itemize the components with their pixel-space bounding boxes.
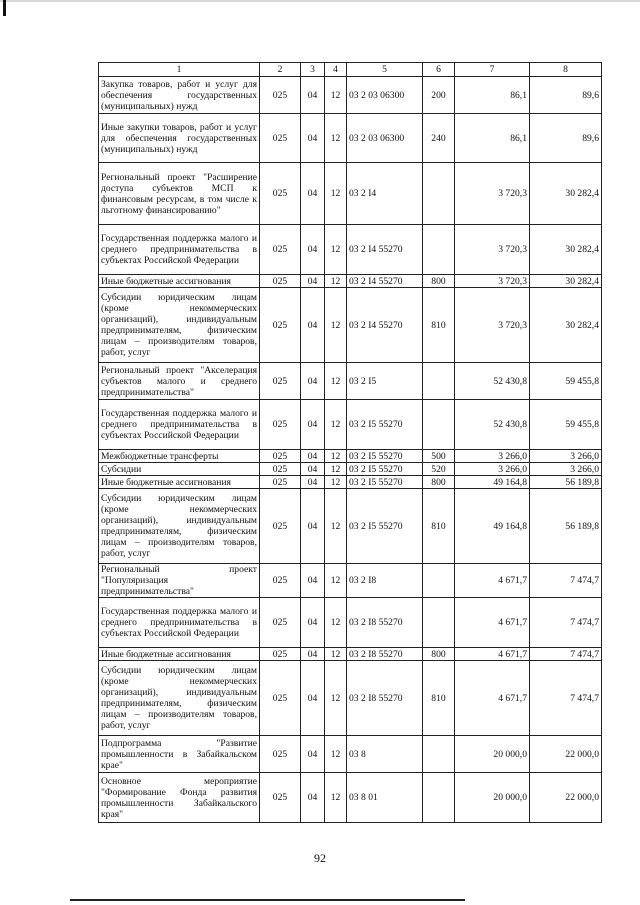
- row-value-8-cell: 7 474,7: [530, 648, 602, 661]
- row-csr-cell: 03 2 I8 55270: [347, 598, 423, 648]
- row-rz-cell: 04: [301, 476, 325, 489]
- table-row: [99, 275, 602, 288]
- row-rz-cell: 04: [301, 363, 325, 400]
- row-grbs-cell: 025: [260, 736, 301, 773]
- row-value-7-cell: 20 000,0: [455, 736, 530, 773]
- row-csr-cell: 03 2 I5 55270: [347, 400, 423, 450]
- row-rz-cell: 04: [301, 163, 325, 225]
- table-body: [99, 77, 602, 823]
- row-name-cell: Подпрограмма "Развитие промышленности в Забайкальском крае": [99, 736, 260, 773]
- row-name-cell: Иные бюджетные ассигнования: [99, 648, 260, 661]
- row-vr-cell: [423, 163, 455, 225]
- row-vr-cell: 800: [423, 275, 455, 288]
- col-header-4: 4: [325, 63, 347, 77]
- row-name-cell: Государственная поддержка малого и среднего предпринимательства в субъектах Российской Федерации: [99, 225, 260, 275]
- row-value-8-cell: 3 266,0: [530, 450, 602, 463]
- row-value-8-cell: 22 000,0: [530, 736, 602, 773]
- row-pr-cell: 12: [325, 564, 347, 598]
- row-rz-cell: 04: [301, 564, 325, 598]
- row-name-cell: Иные бюджетные ассигнования: [99, 476, 260, 489]
- row-pr-cell: 12: [325, 661, 347, 736]
- row-name-cell: Региональный проект "Расширение доступа субъектов МСП к финансовым ресурсам, в том числе к льготному финансированию": [99, 163, 260, 225]
- row-grbs-cell: 025: [260, 363, 301, 400]
- row-pr-cell: 12: [325, 463, 347, 476]
- row-name-cell: Государственная поддержка малого и среднего предпринимательства в субъектах Российской Федерации: [99, 400, 260, 450]
- row-vr-cell: [423, 736, 455, 773]
- row-name-cell: Субсидии юридическим лицам (кроме некоммерческих организаций), индивидуальным предпринимателям, физическим лицам – производителям товаров, работ, услуг: [99, 489, 260, 564]
- row-name-cell: Основное мероприятие "Формирование Фонда развития промышленности Забайкальского края": [99, 773, 260, 823]
- row-csr-cell: 03 2 I4: [347, 163, 423, 225]
- row-value-8-cell: 56 189,8: [530, 489, 602, 564]
- scan-edge-line: [0, 0, 640, 2]
- row-csr-cell: 03 2 03 06300: [347, 77, 423, 114]
- row-grbs-cell: 025: [260, 114, 301, 163]
- row-rz-cell: 04: [301, 773, 325, 823]
- row-value-8-cell: 7 474,7: [530, 661, 602, 736]
- row-grbs-cell: 025: [260, 225, 301, 275]
- row-rz-cell: 04: [301, 598, 325, 648]
- margin-mark: [3, 0, 6, 16]
- row-grbs-cell: 025: [260, 400, 301, 450]
- row-pr-cell: 12: [325, 450, 347, 463]
- row-pr-cell: 12: [325, 476, 347, 489]
- row-vr-cell: [423, 225, 455, 275]
- row-pr-cell: 12: [325, 225, 347, 275]
- row-grbs-cell: 025: [260, 288, 301, 363]
- row-value-8-cell: 56 189,8: [530, 476, 602, 489]
- row-vr-cell: 810: [423, 489, 455, 564]
- row-rz-cell: 04: [301, 225, 325, 275]
- table-row: [99, 288, 602, 363]
- row-pr-cell: 12: [325, 648, 347, 661]
- row-value-7-cell: 3 266,0: [455, 463, 530, 476]
- row-vr-cell: 200: [423, 77, 455, 114]
- table-row: [99, 463, 602, 476]
- col-header-8: 8: [530, 63, 602, 77]
- row-csr-cell: 03 2 03 06300: [347, 114, 423, 163]
- row-name-cell: Иные закупки товаров, работ и услуг для обеспечения государственных (муниципальных) нужд: [99, 114, 260, 163]
- row-pr-cell: 12: [325, 363, 347, 400]
- col-header-1: 1: [99, 63, 260, 77]
- row-name-cell: Государственная поддержка малого и среднего предпринимательства в субъектах Российской Федерации: [99, 598, 260, 648]
- row-value-7-cell: 4 671,7: [455, 564, 530, 598]
- row-rz-cell: 04: [301, 463, 325, 476]
- row-value-7-cell: 86,1: [455, 114, 530, 163]
- table-row: [99, 736, 602, 773]
- row-value-8-cell: 22 000,0: [530, 773, 602, 823]
- row-vr-cell: 520: [423, 463, 455, 476]
- table-row: [99, 114, 602, 163]
- row-pr-cell: 12: [325, 489, 347, 564]
- row-pr-cell: 12: [325, 163, 347, 225]
- row-pr-cell: 12: [325, 288, 347, 363]
- row-value-8-cell: 59 455,8: [530, 363, 602, 400]
- row-csr-cell: 03 2 I8 55270: [347, 648, 423, 661]
- row-rz-cell: 04: [301, 288, 325, 363]
- row-rz-cell: 04: [301, 400, 325, 450]
- row-pr-cell: 12: [325, 773, 347, 823]
- row-name-cell: Субсидии юридическим лицам (кроме некоммерческих организаций), индивидуальным предпринимателям, физическим лицам – производителям товаров, работ, услуг: [99, 288, 260, 363]
- row-name-cell: Закупка товаров, работ и услуг для обеспечения государственных (муниципальных) нужд: [99, 77, 260, 114]
- row-pr-cell: 12: [325, 275, 347, 288]
- row-value-8-cell: 59 455,8: [530, 400, 602, 450]
- row-value-7-cell: 3 720,3: [455, 288, 530, 363]
- row-value-8-cell: 3 266,0: [530, 463, 602, 476]
- row-value-7-cell: 86,1: [455, 77, 530, 114]
- row-csr-cell: 03 2 I5 55270: [347, 476, 423, 489]
- row-value-7-cell: 4 671,7: [455, 598, 530, 648]
- row-vr-cell: [423, 363, 455, 400]
- table-row: [99, 648, 602, 661]
- row-grbs-cell: 025: [260, 463, 301, 476]
- table-row: [99, 77, 602, 114]
- row-value-7-cell: 4 671,7: [455, 661, 530, 736]
- row-pr-cell: 12: [325, 736, 347, 773]
- row-csr-cell: 03 2 I4 55270: [347, 225, 423, 275]
- row-grbs-cell: 025: [260, 77, 301, 114]
- row-grbs-cell: 025: [260, 163, 301, 225]
- table-row: [99, 163, 602, 225]
- table-row: [99, 661, 602, 736]
- table-row: [99, 564, 602, 598]
- row-csr-cell: 03 2 I5 55270: [347, 450, 423, 463]
- table-row: [99, 489, 602, 564]
- row-rz-cell: 04: [301, 736, 325, 773]
- row-value-7-cell: 49 164,8: [455, 476, 530, 489]
- row-value-7-cell: 49 164,8: [455, 489, 530, 564]
- row-pr-cell: 12: [325, 598, 347, 648]
- row-grbs-cell: 025: [260, 648, 301, 661]
- row-vr-cell: 800: [423, 476, 455, 489]
- row-value-8-cell: 89,6: [530, 114, 602, 163]
- row-rz-cell: 04: [301, 450, 325, 463]
- row-csr-cell: 03 8 01: [347, 773, 423, 823]
- row-value-8-cell: 89,6: [530, 77, 602, 114]
- row-rz-cell: 04: [301, 661, 325, 736]
- row-name-cell: Субсидии юридическим лицам (кроме некоммерческих организаций), индивидуальным предпринимателям, физическим лицам – производителям товаров, работ, услуг: [99, 661, 260, 736]
- row-value-8-cell: 30 282,4: [530, 225, 602, 275]
- row-vr-cell: 800: [423, 648, 455, 661]
- row-grbs-cell: 025: [260, 275, 301, 288]
- table-row: [99, 363, 602, 400]
- row-vr-cell: [423, 400, 455, 450]
- row-value-7-cell: 3 720,3: [455, 163, 530, 225]
- row-vr-cell: 240: [423, 114, 455, 163]
- row-rz-cell: 04: [301, 77, 325, 114]
- row-rz-cell: 04: [301, 489, 325, 564]
- col-header-3: 3: [301, 63, 325, 77]
- row-grbs-cell: 025: [260, 564, 301, 598]
- page-number: 92: [314, 851, 326, 865]
- table-row: [99, 400, 602, 450]
- row-value-7-cell: 3 266,0: [455, 450, 530, 463]
- table-row: [99, 225, 602, 275]
- row-value-7-cell: 52 430,8: [455, 363, 530, 400]
- row-vr-cell: 810: [423, 288, 455, 363]
- row-name-cell: Региональный проект "Акселерация субъектов малого и среднего предпринимательства": [99, 363, 260, 400]
- row-vr-cell: [423, 773, 455, 823]
- row-csr-cell: 03 8: [347, 736, 423, 773]
- row-value-7-cell: 4 671,7: [455, 648, 530, 661]
- row-value-8-cell: 7 474,7: [530, 564, 602, 598]
- row-pr-cell: 12: [325, 77, 347, 114]
- bottom-rule: [70, 899, 465, 901]
- row-value-7-cell: 20 000,0: [455, 773, 530, 823]
- table-header-row: [99, 63, 602, 77]
- row-vr-cell: [423, 598, 455, 648]
- row-name-cell: Иные бюджетные ассигнования: [99, 275, 260, 288]
- row-grbs-cell: 025: [260, 450, 301, 463]
- table-row: [99, 773, 602, 823]
- row-value-8-cell: 7 474,7: [530, 598, 602, 648]
- budget-table: [98, 62, 602, 823]
- row-vr-cell: 500: [423, 450, 455, 463]
- row-value-8-cell: 30 282,4: [530, 275, 602, 288]
- row-value-8-cell: 30 282,4: [530, 288, 602, 363]
- table-row: [99, 598, 602, 648]
- row-grbs-cell: 025: [260, 773, 301, 823]
- row-csr-cell: 03 2 I8 55270: [347, 661, 423, 736]
- row-vr-cell: 810: [423, 661, 455, 736]
- row-csr-cell: 03 2 I4 55270: [347, 288, 423, 363]
- row-name-cell: Межбюджетные трансферты: [99, 450, 260, 463]
- row-grbs-cell: 025: [260, 489, 301, 564]
- col-header-6: 6: [423, 63, 455, 77]
- row-value-7-cell: 3 720,3: [455, 225, 530, 275]
- table-row: [99, 450, 602, 463]
- row-grbs-cell: 025: [260, 476, 301, 489]
- row-csr-cell: 03 2 I5: [347, 363, 423, 400]
- row-csr-cell: 03 2 I5 55270: [347, 463, 423, 476]
- row-csr-cell: 03 2 I4 55270: [347, 275, 423, 288]
- row-rz-cell: 04: [301, 114, 325, 163]
- col-header-2: 2: [260, 63, 301, 77]
- row-value-7-cell: 3 720,3: [455, 275, 530, 288]
- row-rz-cell: 04: [301, 275, 325, 288]
- row-name-cell: Региональный проект "Популяризация предпринимательства": [99, 564, 260, 598]
- col-header-5: 5: [347, 63, 423, 77]
- row-csr-cell: 03 2 I8: [347, 564, 423, 598]
- row-grbs-cell: 025: [260, 598, 301, 648]
- row-grbs-cell: 025: [260, 661, 301, 736]
- row-vr-cell: [423, 564, 455, 598]
- row-pr-cell: 12: [325, 114, 347, 163]
- row-value-7-cell: 52 430,8: [455, 400, 530, 450]
- row-pr-cell: 12: [325, 400, 347, 450]
- row-rz-cell: 04: [301, 648, 325, 661]
- row-csr-cell: 03 2 I5 55270: [347, 489, 423, 564]
- row-value-8-cell: 30 282,4: [530, 163, 602, 225]
- col-header-7: 7: [455, 63, 530, 77]
- row-name-cell: Субсидии: [99, 463, 260, 476]
- table-row: [99, 476, 602, 489]
